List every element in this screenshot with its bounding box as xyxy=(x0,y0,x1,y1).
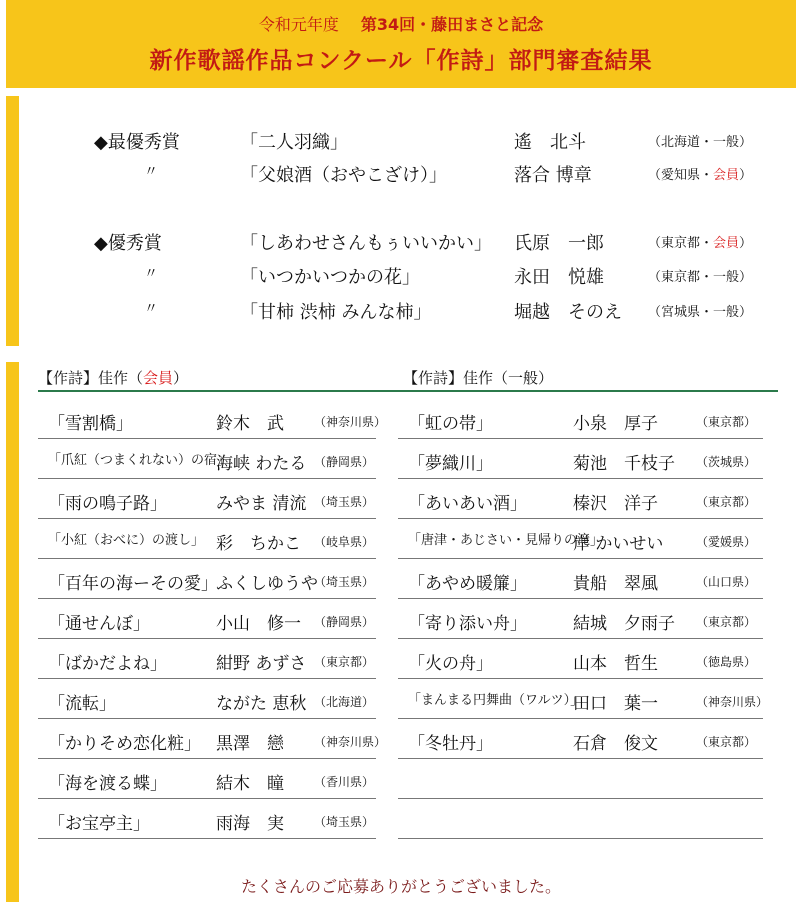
entry-author: 黒澤 戀 xyxy=(216,734,284,754)
award-category: ◆最優秀賞 xyxy=(94,132,180,153)
entry-prefecture: （東京都） xyxy=(314,655,375,669)
left_entries-row xyxy=(38,758,376,799)
entry-prefecture: （神奈川県） xyxy=(314,735,387,749)
page-title: 新作歌謡作品コンクール「作詩」部門審査結果 xyxy=(149,48,653,74)
entry-author: ながた 恵秋 xyxy=(216,694,307,714)
header-banner xyxy=(6,0,796,88)
entry-prefecture: （東京都） xyxy=(696,615,757,629)
entry-title: 「かりそめ恋化粧」 xyxy=(48,734,201,754)
entry-title: 「流転」 xyxy=(48,694,116,714)
entry-author: 菊池 千枝子 xyxy=(573,454,675,474)
entry-prefecture: （北海道） xyxy=(314,695,375,709)
entry-prefecture: （静岡県） xyxy=(314,455,375,469)
entry-title: 「火の舟」 xyxy=(408,654,493,674)
entry-title: 「あいあい酒」 xyxy=(408,494,527,514)
entry-author: 小泉 厚子 xyxy=(573,414,658,434)
entry-title: 「海を渡る蝶」 xyxy=(48,774,167,794)
entry-prefecture: （埼玉県） xyxy=(314,815,375,829)
entry-title: 「ばかだよね」 xyxy=(48,654,167,674)
award-status: 会員 xyxy=(713,168,740,183)
entry-author: 雨海 実 xyxy=(216,814,284,834)
entry-title: 「雨の鳴子路」 xyxy=(48,494,167,514)
entry-prefecture: （神奈川県） xyxy=(696,695,769,709)
entry-author: 田口 葉一 xyxy=(573,694,658,714)
award-category: 〃 xyxy=(144,301,158,317)
right_entries-row xyxy=(398,398,763,439)
award-title: 「いつかいつかの花」 xyxy=(240,267,420,288)
entry-author: 貴船 翠風 xyxy=(573,574,658,594)
award-status: 一般 xyxy=(713,135,740,150)
award-prefecture xyxy=(648,266,752,285)
entry-title: 「あやめ暖簾」 xyxy=(408,574,527,594)
right_entries-row xyxy=(398,758,763,799)
left_entries-row xyxy=(38,398,387,439)
entry-title: 「通せんぼ」 xyxy=(48,614,150,634)
award-status: 一般 xyxy=(713,305,740,320)
section-divider xyxy=(38,390,778,392)
header-event: 第34回・藤田まさと記念 xyxy=(360,15,544,34)
right_entries-row xyxy=(398,518,763,559)
entry-title: 「寄り添い舟」 xyxy=(408,614,527,634)
entry-prefecture: （香川県） xyxy=(314,775,375,789)
entry-author: ふくしゆうや xyxy=(216,574,318,594)
entry-prefecture: （埼玉県） xyxy=(314,575,375,589)
entry-author: 榛沢 洋子 xyxy=(573,494,658,514)
award-title: 「二人羽織」 xyxy=(240,132,348,153)
left_entries-row xyxy=(38,638,376,679)
entry-title: 「百年の海ーその愛」 xyxy=(48,574,218,594)
entry-author: 山本 哲生 xyxy=(573,654,658,674)
right_entries-row xyxy=(398,438,763,479)
entry-title: 「夢織川」 xyxy=(408,454,493,474)
entry-prefecture: （神奈川県） xyxy=(314,415,387,429)
award-pref-text: （東京都・ xyxy=(648,270,714,285)
award-title: 「しあわせさんもぅいいかい」 xyxy=(240,233,492,254)
entry-author: 小山 修一 xyxy=(216,614,301,634)
entry-prefecture: （岐阜県） xyxy=(314,535,375,549)
section-heading-suffix: ） xyxy=(173,369,189,387)
award-winner: 氏原 一郎 xyxy=(514,233,604,254)
award-category: 〃 xyxy=(144,164,158,180)
left_entries-row xyxy=(38,518,376,559)
award-winner: 落合 博章 xyxy=(514,165,592,186)
header-subtitle xyxy=(6,12,796,35)
award-pref-close: ） xyxy=(739,305,753,320)
left_entries-row xyxy=(38,438,376,479)
left_entries-row xyxy=(38,478,376,519)
entry-author: 鈴木 武 xyxy=(216,414,284,434)
award-pref-text: （東京都・ xyxy=(648,236,714,251)
entry-prefecture: （埼玉県） xyxy=(314,495,375,509)
left_entries-row xyxy=(38,678,376,719)
header-year: 令和元年度 xyxy=(258,15,339,34)
award-status: 会員 xyxy=(713,236,740,251)
entry-prefecture: （徳島県） xyxy=(696,655,757,669)
entry-author: みやま 清流 xyxy=(216,494,307,514)
entry-author: 岸 かいせい xyxy=(573,534,664,554)
entry-title: 「雪割橋」 xyxy=(48,414,133,434)
entry-title: 「まんまる円舞曲（ワルツ）」 xyxy=(408,693,584,708)
entry-title: 「冬牡丹」 xyxy=(408,734,493,754)
award-prefecture xyxy=(648,301,752,320)
entry-prefecture: （東京都） xyxy=(696,415,757,429)
right_entries-row xyxy=(398,718,763,759)
award-prefecture xyxy=(648,164,752,183)
section-heading-general: 【作詩】佳作（一般） xyxy=(403,369,554,387)
entry-title: 「小紅（おべに）の渡し」 xyxy=(48,533,205,548)
right_entries-row xyxy=(398,478,763,519)
left_entries-row xyxy=(38,718,387,759)
left_entries-row xyxy=(38,598,376,639)
entry-prefecture: （東京都） xyxy=(696,495,757,509)
entry-prefecture: （山口県） xyxy=(696,575,757,589)
entry-author: 紺野 あずさ xyxy=(216,654,307,674)
left_entries-row xyxy=(38,798,376,839)
award-prefecture xyxy=(648,232,752,251)
entry-author: 石倉 俊文 xyxy=(573,734,658,754)
award-category: 〃 xyxy=(144,266,158,282)
entry-author: 彩 ちかこ xyxy=(216,534,301,554)
right_entries-row xyxy=(398,638,763,679)
award-pref-close: ） xyxy=(739,135,753,150)
award-prefecture xyxy=(648,131,752,150)
entry-author: 海峡 わたる xyxy=(216,454,307,474)
award-category: ◆優秀賞 xyxy=(94,233,162,254)
entry-title: 「爪紅（つまくれない）の宿」 xyxy=(48,453,231,468)
thanks-message: たくさんのご応募ありがとうございました。 xyxy=(240,877,561,896)
award-pref-text: （北海道・ xyxy=(648,135,714,150)
right_entries-row xyxy=(398,598,763,639)
left_entries-row xyxy=(38,558,376,599)
award-pref-close: ） xyxy=(739,236,753,251)
entry-author: 結木 瞳 xyxy=(216,774,284,794)
right_entries-row xyxy=(398,798,763,839)
award-pref-close: ） xyxy=(739,168,753,183)
award-pref-text: （愛知県・ xyxy=(648,168,714,183)
section-heading-member xyxy=(38,367,188,388)
entry-prefecture: （静岡県） xyxy=(314,615,375,629)
award-pref-close: ） xyxy=(739,270,753,285)
award-title: 「甘柿 渋柿 みんな柿」 xyxy=(240,302,432,323)
accent-bar-top xyxy=(6,96,19,346)
right_entries-row xyxy=(398,558,763,599)
entry-author: 結城 夕雨子 xyxy=(573,614,675,634)
entry-title: 「お宝亭主」 xyxy=(48,814,150,834)
award-status: 一般 xyxy=(713,270,740,285)
entry-prefecture: （茨城県） xyxy=(696,455,757,469)
entry-prefecture: （愛媛県） xyxy=(696,535,757,549)
award-winner: 永田 悦雄 xyxy=(514,267,604,288)
entry-title: 「唐津・あじさい・見帰りの滝」 xyxy=(408,533,604,548)
entry-prefecture: （東京都） xyxy=(696,735,757,749)
member-label: 会員 xyxy=(143,369,174,387)
accent-bar-bottom xyxy=(6,362,19,902)
award-winner: 堀越 そのえ xyxy=(514,302,622,323)
section-heading-prefix: 【作詩】佳作（ xyxy=(38,369,144,387)
award-pref-text: （宮城県・ xyxy=(648,305,714,320)
award-winner: 遙 北斗 xyxy=(514,132,586,153)
entry-title: 「虹の帯」 xyxy=(408,414,493,434)
award-title: 「父娘酒（おやこざけ）」 xyxy=(240,165,447,186)
right_entries-row xyxy=(398,678,769,719)
